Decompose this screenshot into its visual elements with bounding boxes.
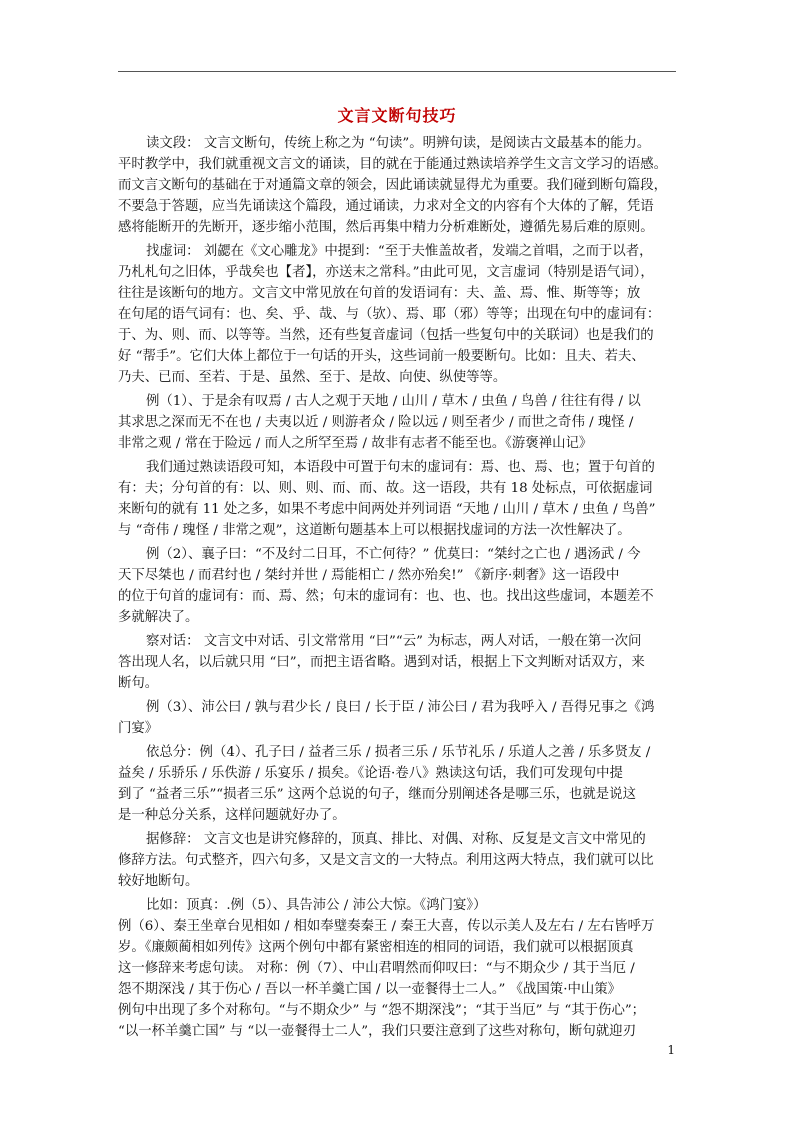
text-line: 天下尽桀也 / 而君纣也 / 桀纣并世 / 焉能相亡 / 然亦殆矣!” 《新序·刺奢》这一语段中 [118,568,620,583]
text-line: 例（1）、于是余有叹焉 / 古人之观于天地 / 山川 / 草木 / 虫鱼 / 鸟兽 / 往往有得 / 以 [146,394,641,409]
text-line: 较好地断句。 [118,874,199,889]
text-line: 岁。《廉颇蔺相如列传》这两个例句中都有紧密相连的相同的词语，我们就可以根据顶真 [118,940,634,955]
text-line: 不要急于答题，应当先诵读这个篇段，通过诵读，力求对全文的内容有个大体的了解，凭语 [118,199,654,214]
text-line: 于、为、则、而、以等等。当然，还有些复音虚词（包括一些复句中的关联词）也是我们的 [118,328,654,343]
text-line: 察对话： 文言文中对话、引文常常用 “曰”“云” 为标志，两人对话，一般在第一次问 [146,634,642,649]
paragraph [118,916,676,1042]
text-line: 例（2）、襄子曰：“不及纣二日耳，不亡何待？” 优莫曰：“桀纣之亡也 / 遇汤武 / 今 [146,547,641,562]
header-rule [118,71,676,72]
text-line: 来断句的就有 11 处之多，如果不考虑中间两处并列词语 “天地 / 山川 / 草木 / 虫鱼 / 鸟兽” [118,502,656,517]
text-line: 断句。 [118,676,159,691]
text-line: 有：夫；分句首的有：以、则、则、而、而、故。这一语段，共有 18 处标点，可依据虚词 [118,481,653,496]
text-line: 往往是该断句的地方。文言文中常见放在句首的发语词有：夫、盖、焉、惟、斯等等；放 [118,286,641,301]
text-line: 读文段： 文言文断句，传统上称之为 “句读”。明辨句读，是阅读古文最基本的能力。 [146,136,651,151]
paragraph [118,697,676,739]
text-line: 与 “奇伟 / 瑰怪 / 非常之观”，这道断句题基本上可以根据找虚词的方法一次性解决了。 [118,523,631,538]
paragraph [118,133,676,238]
text-line: 乃夫、已而、至若、于是、虽然、至于、是故、向使、纵使等等。 [118,370,507,385]
text-line: 平时教学中，我们就重视文言文的诵读，目的就在于能通过熟读培养学生文言文学习的语感。 [118,157,668,172]
text-line: 好 “帮手”。它们大体上都位于一句话的开头，这些词前一般要断句。比如：且夫、若夫、 [118,349,645,364]
paragraph [118,742,676,826]
text-line: 益矣 / 乐骄乐 / 乐佚游 / 乐宴乐 / 损矣。《论语·卷八》熟读这句话，我们可发现句中提 [118,766,623,781]
text-line: 例句中出现了多个对称句。“与不期众少” 与 “怨不期深浅”；“其于当厄” 与 “其于伤心”； [118,1003,646,1018]
text-line: 依总分：例（4）、孔子曰 / 益者三乐 / 损者三乐 / 乐节礼乐 / 乐道人之善 / 乐多贤友 / [146,745,651,760]
text-line: 我们通过熟读语段可知，本语段中可置于句末的虚词有：焉、也、焉、也；置于句首的 [146,460,655,475]
text-line: 修辞方法。句式整齐，四六句多，又是文言文的一大特点。利用这两大特点，我们就可以比 [118,853,654,868]
paragraph [118,457,676,541]
text-line: 感将能断开的先断开，逐步缩小范围，然后再集中精力分析难断处，遵循先易后难的原则。 [118,220,654,235]
paragraph [118,391,676,454]
paragraph [118,895,676,916]
text-line: 比如：顶真：.例（5）、具告沛公 / 沛公大惊。《鸿门宴》） [146,898,487,913]
text-line: 门宴》 [118,721,159,736]
text-line: 其求思之深而无不在也 / 夫夷以近 / 则游者众 / 险以远 / 则至者少 / 而世之奇伟 / 瑰怪 / [118,415,634,430]
text-line: 到了 “益者三乐”“损者三乐” 这两个总说的句子，继而分别阐述各是哪三乐，也就是说这 [118,787,636,802]
text-line: 据修辞： 文言文也是讲究修辞的，顶真、排比、对偶、对称、反复是文言文中常见的 [146,832,646,847]
document-title: 文言文断句技巧 [337,106,457,125]
text-line: 例（3）、沛公曰 / 孰与君少长 / 良曰 / 长于臣 / 沛公曰 / 君为我呼入 / 吾得兄事之《鸿 [146,700,655,715]
text-line: 多就解决了。 [118,610,199,625]
text-line: 的位于句首的虚词有：而、焉、然；句末的虚词有：也、也、也。找出这些虚词，本题差不 [118,589,654,604]
text-line: 是一种总分关系，这样问题就好办了。 [118,808,346,823]
text-line: 这一修辞来考虑句读。 对称：例（7）、中山君喟然而仰叹曰：“与不期众少 / 其于当厄 / [118,961,635,976]
text-line: 怨不期深浅 / 其于伤心 / 吾以一杯羊羹亡国 / 以一壶餐得士二人。” 《战国策·中山策》 [118,982,622,997]
paragraph [118,829,676,892]
paragraph [118,544,676,628]
paragraph [118,241,676,388]
text-line: 例（6）、秦王坐章台见相如 / 相如奉璧奏秦王 / 秦王大喜，传以示美人及左右 / 左右皆呼万 [118,919,655,934]
paragraph [118,631,676,694]
text-line: “以一杯羊羹亡国” 与 “以一壶餐得士二人”，我们只要注意到了这些对称句，断句就迎刃 [118,1024,636,1039]
page-number: 1 [667,1043,675,1057]
document-body [118,130,676,1042]
text-line: 乃札札句之旧体，乎哉矣也【者】，亦送末之常科。”由此可见，文言虚词（特别是语气词）， [118,265,654,280]
text-line: 找虚词： 刘勰在《文心雕龙》中提到：“至于夫惟盖故者，发端之首唱，之而于以者， [146,244,653,259]
text-line: 答出现人名，以后就只用 “曰”，而把主语省略。遇到对话，根据上下文判断对话双方，来 [118,655,645,670]
text-line: 在句尾的语气词有：也、矣、乎、哉、与（欤）、焉、耶（邪）等等；出现在句中的虚词有： [118,307,661,322]
text-line: 非常之观 / 常在于险远 / 而人之所罕至焉 / 故非有志者不能至也。《游褒禅山记》 [118,436,593,451]
text-line: 而文言文断句的基础在于对通篇文章的领会，因此诵读就显得尤为重要。我们碰到断句篇段， [118,178,668,193]
